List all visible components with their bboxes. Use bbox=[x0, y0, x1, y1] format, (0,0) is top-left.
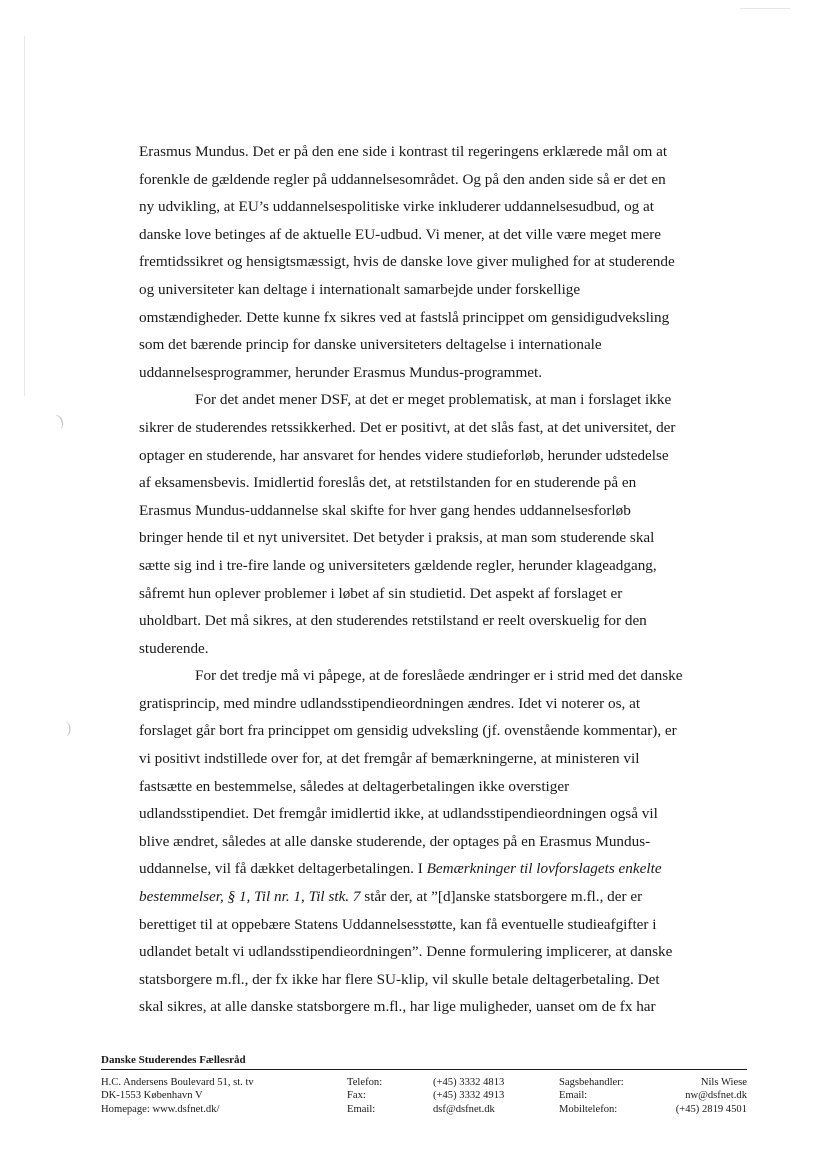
body-line: berettiget til at oppebære Statens Uddannelsesstøtte, kan få eventuelle studieafgifter i bbox=[139, 915, 657, 933]
body-line-with-citation bbox=[139, 883, 704, 911]
footer-columns bbox=[101, 1076, 747, 1117]
scan-bracket-mark: ) bbox=[66, 720, 72, 737]
letter-body bbox=[139, 138, 704, 1021]
body-line: udlandet betalt vi udlandsstipendieordningen”. Denne formulering implicerer, at danske bbox=[139, 943, 673, 961]
fax-value: (+45) 3332 4913 bbox=[433, 1090, 505, 1102]
body-line: forslaget går bort fra princippet om gensidig udveksling (jf. ovenstående kommentar), er bbox=[139, 722, 677, 740]
organization-name: Danske Studerendes Fællesråd bbox=[101, 1054, 246, 1066]
footer-divider bbox=[101, 1069, 747, 1070]
email-label: Email: bbox=[347, 1103, 376, 1115]
body-line: skal sikres, at alle danske statsborgere m.fl., har lige muligheder, uanset om de fx har bbox=[139, 998, 656, 1016]
body-line: optager en studerende, har ansvaret for hendes videre studieforløb, herunder udstedelse bbox=[139, 446, 669, 464]
body-line: uholdbart. Det må sikres, at den studerendes retstilstand er reelt overskuelig for den bbox=[139, 612, 647, 630]
handler-labels bbox=[559, 1076, 643, 1117]
body-line: sikrer de studerendes retssikkerhed. Det er positivt, at det slås fast, at det universitet, der bbox=[139, 418, 676, 436]
body-line: statsborgere m.fl., der fx ikke har flere SU-klip, vil skulle betale deltagerbetaling. Det bbox=[139, 970, 660, 988]
scan-corner-line bbox=[740, 8, 790, 9]
body-line: omstændigheder. Dette kunne fx sikres ved at fastslå princippet om gensidigudveksling bbox=[139, 308, 670, 326]
paragraph-start-line: For det andet mener DSF, at det er meget problematisk, at man i forslaget ikke bbox=[195, 391, 672, 409]
body-line: danske love betinges af de aktuelle EU-udbud. Vi mener, at det ville være meget mere bbox=[139, 225, 661, 243]
fax-label: Fax: bbox=[347, 1090, 366, 1102]
citation-italic: bestemmelser, § 1, Til nr. 1, Til stk. 7 bbox=[139, 888, 361, 906]
body-line: Erasmus Mundus. Det er på den ene side i kontrast til regeringens erklærede mål om at bbox=[139, 143, 668, 160]
contact-labels bbox=[347, 1076, 433, 1117]
address-block bbox=[101, 1076, 347, 1117]
body-line: og universiteter kan deltage i internationalt samarbejde under forskellige bbox=[139, 280, 581, 298]
body-line-with-citation bbox=[139, 855, 704, 883]
body-line: vi positivt indstillede over for, at det fremgår af bemærkningerne, at ministeren vil bbox=[139, 750, 640, 768]
body-line: uddannelsesprogrammer, herunder Erasmus Mundus-programmet. bbox=[139, 363, 543, 381]
citation-italic: Bemærkninger til lovforslagets enkelte bbox=[426, 860, 662, 878]
handler-email-label: Email: bbox=[559, 1090, 588, 1102]
email-link[interactable]: dsf@dsfnet.dk bbox=[433, 1103, 495, 1115]
handler-values bbox=[643, 1076, 747, 1117]
case-handler-name: Nils Wiese bbox=[700, 1076, 747, 1088]
body-text-run: uddannelse, vil få dækket deltagerbetalingen. I bbox=[139, 860, 427, 878]
phone-label: Telefon: bbox=[347, 1076, 383, 1088]
mobile-value: (+45) 2819 4501 bbox=[675, 1103, 747, 1115]
phone-value: (+45) 3332 4813 bbox=[433, 1076, 505, 1088]
body-line: fremtidssikret og hensigtsmæssigt, hvis de danske love giver mulighed for at studerende bbox=[139, 253, 675, 271]
body-line: ny udvikling, at EU’s uddannelsespolitiske virke inkluderer uddannelsesudbud, og at bbox=[139, 198, 655, 216]
body-line: bringer hende til et nyt universitet. Det betyder i praksis, at man som studerende skal bbox=[139, 529, 655, 547]
body-line: af eksamensbevis. Imidlertid foreslås det, at retstilstanden for en studerende på en bbox=[139, 474, 637, 492]
body-line: udlandsstipendiet. Det fremgår imidlertid ikke, at udlandsstipendieordningen også vil bbox=[139, 805, 658, 823]
contact-values bbox=[433, 1076, 559, 1117]
handler-email-link[interactable]: nw@dsfnet.dk bbox=[685, 1090, 747, 1102]
body-text-run: står der, at ”[d]anske statsborgere m.fl., der er bbox=[360, 888, 643, 906]
paragraph-start-line: For det tredje må vi påpege, at de foreslåede ændringer er i strid med det danske bbox=[195, 667, 683, 685]
mobile-label: Mobiltelefon: bbox=[559, 1103, 618, 1115]
body-line: som det bærende princip for danske universiteters deltagelse i internationale bbox=[139, 336, 602, 354]
body-line: blive ændret, således at alle danske studerende, der optages på en Erasmus Mundus- bbox=[139, 832, 651, 850]
body-line: fastsætte en bestemmelse, således at deltagerbetalingen ikke overstiger bbox=[139, 777, 570, 795]
body-line: såfremt hun oplever problemer i løbet af sin studietid. Det aspekt af forslaget er bbox=[139, 584, 623, 602]
street-address: H.C. Andersens Boulevard 51, st. tv bbox=[101, 1076, 254, 1088]
postal-city: DK-1553 København V bbox=[101, 1090, 203, 1102]
body-line: studerende. bbox=[139, 639, 209, 657]
scan-bracket-mark: ) bbox=[55, 411, 66, 430]
letterhead-footer bbox=[101, 1054, 747, 1116]
body-line: sætte sig ind i tre-fire lande og universiteters gældende regler, herunder klageadgang, bbox=[139, 556, 657, 574]
case-handler-label: Sagsbehandler: bbox=[559, 1076, 624, 1088]
body-line: forenkle de gældende regler på uddannelsesområdet. Og på den anden side så er det en bbox=[139, 170, 666, 188]
body-line: gratisprincip, med mindre udlandsstipendieordningen ændres. Idet vi noterer os, at bbox=[139, 694, 641, 712]
homepage-link[interactable]: Homepage: www.dsfnet.dk/ bbox=[101, 1103, 220, 1115]
scan-margin-line bbox=[24, 36, 25, 396]
body-line: Erasmus Mundus-uddannelse skal skifte for hver gang hendes uddannelsesforløb bbox=[139, 501, 631, 519]
